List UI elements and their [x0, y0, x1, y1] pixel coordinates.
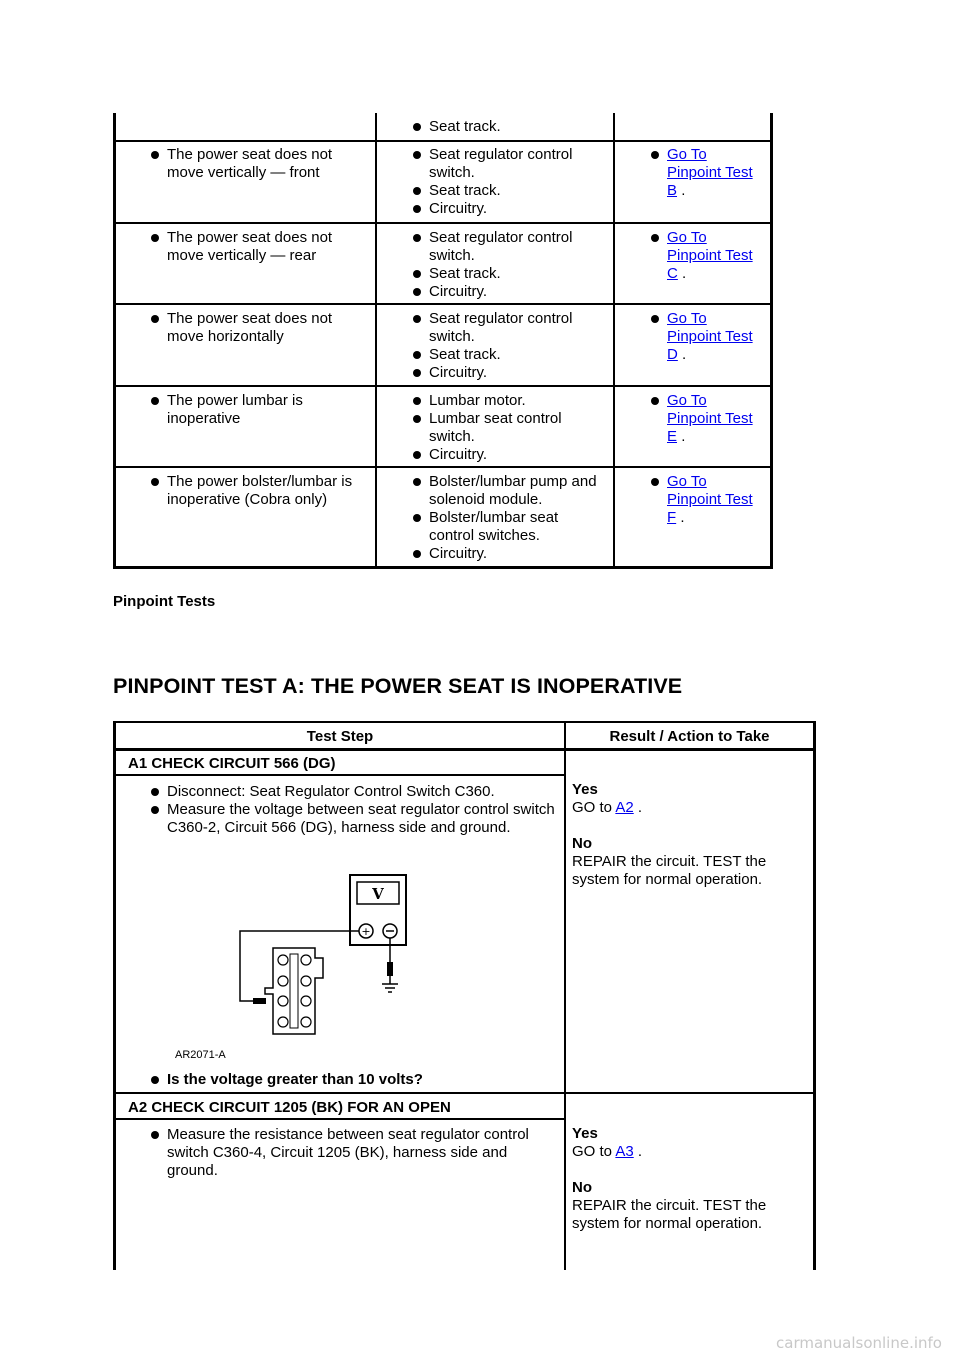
no-action: REPAIR the circuit. TEST the system for normal operation. — [572, 853, 767, 888]
negative-probe-icon — [387, 962, 393, 976]
condition-cell — [145, 392, 367, 428]
sources-cell — [407, 310, 607, 382]
list-item: Go To Pinpoint Test D . — [645, 310, 765, 364]
list-item: Seat regulator control switch. — [407, 146, 607, 182]
sources-cell — [407, 392, 607, 464]
list-item: Go To Pinpoint Test C . — [645, 229, 765, 283]
list-item: Measure the resistance between seat regulator control switch C360-4, Circuit 1205 (BK), harness side and ground. — [145, 1126, 560, 1180]
list-item: Seat track. — [407, 346, 607, 364]
header-result: Result / Action to Take — [609, 728, 770, 745]
no-label: No — [572, 835, 592, 852]
step-a1-instructions — [145, 783, 555, 837]
header-test-step: Test Step — [306, 728, 374, 745]
sources-cell — [407, 473, 607, 563]
list-item: Go To Pinpoint Test B . — [645, 146, 765, 200]
pinpoint-test-c-link[interactable]: Go To Pinpoint Test C — [667, 229, 753, 282]
list-item: The power seat does not move vertically — front — [145, 146, 367, 182]
step-a1-result — [572, 781, 808, 889]
step-a2-title: A2 CHECK CIRCUIT 1205 (BK) FOR AN OPEN — [128, 1099, 451, 1116]
list-item: Circuitry. — [407, 283, 607, 301]
sources-cell — [407, 229, 607, 301]
plus-icon: + — [361, 925, 371, 938]
go-to-a2-link[interactable]: A2 — [615, 799, 634, 816]
yes-action: GO to A3 . — [572, 1143, 643, 1160]
list-item: Bolster/lumbar pump and solenoid module. — [407, 473, 607, 509]
list-item: The power seat does not move horizontally — [145, 310, 367, 346]
action-cell — [645, 473, 765, 527]
step-a1-question — [145, 1071, 555, 1089]
watermark: carmanualsonline.info — [776, 1334, 942, 1352]
go-to-a3-link[interactable]: A3 — [615, 1143, 634, 1160]
list-item: The power seat does not move vertically — rear — [145, 229, 367, 265]
figure-label: AR2071-A — [175, 1049, 226, 1061]
condition-cell — [145, 146, 367, 182]
pinpoint-test-d-link[interactable]: Go To Pinpoint Test D — [667, 310, 753, 363]
list-item: The power bolster/lumbar is inoperative (Cobra only) — [145, 473, 367, 509]
list-item: Seat track. — [407, 265, 607, 283]
sources-cell — [407, 146, 607, 218]
list-item: Lumbar motor. — [407, 392, 607, 410]
yes-label: Yes — [572, 781, 598, 798]
list-item: Measure the voltage between seat regulator control switch C360-2, Circuit 566 (DG), harness side and ground. — [145, 801, 555, 837]
voltmeter-diagram — [165, 870, 445, 1065]
list-item: Seat track. — [407, 182, 607, 200]
no-action: REPAIR the circuit. TEST the system for normal operation. — [572, 1197, 767, 1232]
yes-action: GO to A2 . — [572, 799, 643, 816]
list-item: Go To Pinpoint Test F . — [645, 473, 765, 527]
condition-cell — [145, 229, 367, 265]
step-a2-result — [572, 1125, 808, 1233]
action-cell — [645, 146, 765, 200]
action-cell — [645, 392, 765, 446]
list-item: Circuitry. — [407, 200, 607, 218]
step-a2-instructions — [145, 1126, 560, 1180]
yes-label: Yes — [572, 1125, 598, 1142]
condition-cell — [145, 473, 367, 509]
list-item: Is the voltage greater than 10 volts? — [145, 1071, 555, 1089]
section-heading: Pinpoint Tests — [113, 593, 216, 610]
pinpoint-test-e-link[interactable]: Go To Pinpoint Test E — [667, 392, 753, 445]
list-item: Seat track. — [407, 118, 607, 136]
list-item: Bolster/lumbar seat control switches. — [407, 509, 607, 545]
connector-c360-icon — [265, 948, 323, 1034]
list-item: Circuitry. — [407, 545, 607, 563]
list-item: Go To Pinpoint Test E . — [645, 392, 765, 446]
action-cell — [645, 310, 765, 364]
pinpoint-test-f-link[interactable]: Go To Pinpoint Test F — [667, 473, 753, 526]
pinpoint-test-b-link[interactable]: Go To Pinpoint Test B — [667, 146, 753, 199]
step-a1-title: A1 CHECK CIRCUIT 566 (DG) — [128, 755, 336, 772]
list-item: Circuitry. — [407, 446, 607, 464]
list-item: Circuitry. — [407, 364, 607, 382]
action-cell — [645, 229, 765, 283]
condition-cell — [145, 310, 367, 346]
meter-symbol: V — [372, 885, 384, 903]
list-item: Lumbar seat control switch. — [407, 410, 607, 446]
page-title: PINPOINT TEST A: THE POWER SEAT IS INOPERATIVE — [113, 674, 683, 698]
partial-row-sources — [407, 118, 607, 136]
list-item: The power lumbar is inoperative — [145, 392, 367, 428]
no-label: No — [572, 1179, 592, 1196]
list-item: Seat regulator control switch. — [407, 229, 607, 265]
list-item: Disconnect: Seat Regulator Control Switch C360. — [145, 783, 555, 801]
probe-tip-icon — [253, 998, 266, 1004]
list-item: Seat regulator control switch. — [407, 310, 607, 346]
